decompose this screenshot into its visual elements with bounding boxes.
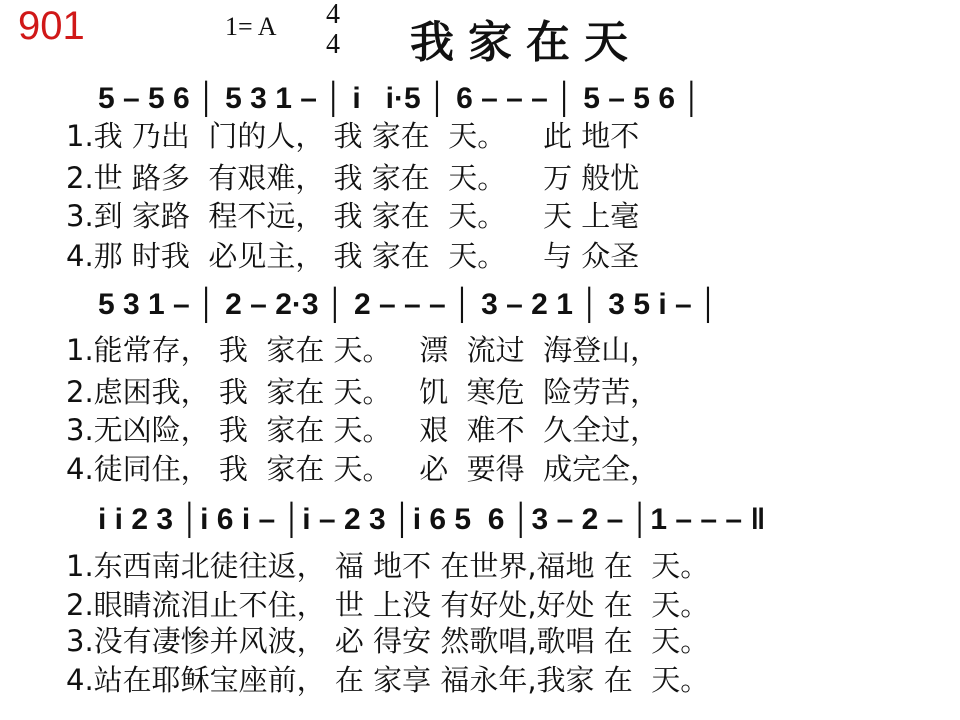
lyric-line: 3.到 家路 程不远， 我 家在 天。 天 上毫 [66, 199, 640, 233]
lyric-line: 2.虑困我， 我 家在 天。 饥 寒危 险劳苦， [66, 375, 660, 409]
time-signature-top: 4 [326, 0, 340, 30]
lyric-line: 1.能常存， 我 家在 天。 漂 流过 海登山， [66, 333, 660, 367]
key-signature: 1= A [225, 12, 277, 41]
lyric-line: 2.眼睛流泪止不住， 世 上没 有好处,好处 在 天。 [66, 588, 710, 622]
lyric-line: 1.我 乃出 门的人， 我 家在 天。 此 地不 [66, 119, 640, 153]
hymn-number: 901 [18, 4, 85, 48]
lyric-line: 2.世 路多 有艰难， 我 家在 天。 万 般忧 [66, 161, 640, 195]
notation-line-3: i i 2 3 │i 6 i – │i – 2 3 │i 6 5 6 │3 – 2 – │1 – – – ‖ [98, 503, 766, 536]
lyric-line: 4.站在耶稣宝座前， 在 家享 福永年,我家 在 天。 [66, 663, 710, 697]
lyric-line: 3.无凶险， 我 家在 天。 艰 难不 久全过， [66, 413, 660, 447]
lyric-line: 1.东西南北徒往返， 福 地不 在世界,福地 在 天。 [66, 549, 710, 583]
notation-line-2: 5 3 1 – │ 2 – 2·3 │ 2 – – – │ 3 – 2 1 │ 3 5 i – │ [98, 288, 719, 321]
lyric-line: 3.没有凄惨并风波， 必 得安 然歌唱,歌唱 在 天。 [66, 624, 710, 658]
lyric-line: 4.徒同住， 我 家在 天。 必 要得 成完全， [66, 452, 660, 486]
time-signature-bottom: 4 [326, 29, 340, 60]
time-signature [318, 0, 348, 60]
lyric-line: 4.那 时我 必见主， 我 家在 天。 与 众圣 [66, 239, 640, 273]
hymn-title: 我家在天 [410, 17, 642, 68]
notation-line-1: 5 – 5 6 │ 5 3 1 – │ i i·5 │ 6 – – – │ 5 – 5 6 │ [98, 82, 703, 115]
